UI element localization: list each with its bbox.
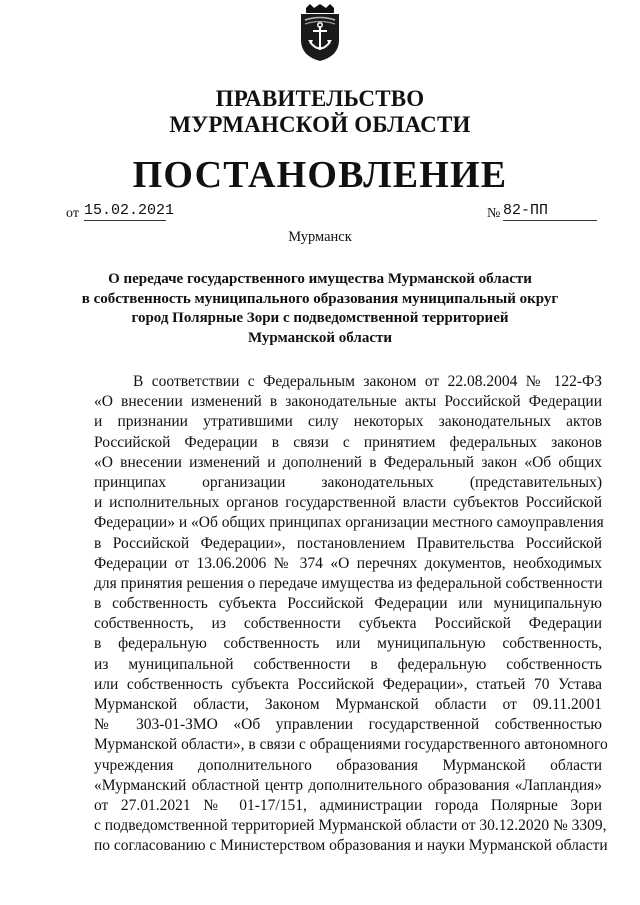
body-line: из муниципальной собственности в федеральную собственность — [94, 655, 602, 673]
coat-of-arms-icon — [296, 4, 344, 62]
document-subject — [80, 270, 560, 348]
document-date: 15.02.2021 — [84, 202, 175, 219]
body-line: для принятия решения о передаче имущества из федеральной собственности — [94, 574, 603, 592]
body-line: В соответствии с Федеральным законом от 22.08.2004 № 122-ФЗ — [133, 373, 602, 390]
body-line: от 27.01.2021 № 01-17/151, администрации города Полярные Зори — [94, 796, 602, 814]
subject-line: город Полярные Зори с подведомственной территорией — [131, 310, 509, 326]
body-line: принципах организации законодательных (представительных) — [94, 473, 602, 491]
government-title-line2: МУРМАНСКОЙ ОБЛАСТИ — [169, 112, 471, 137]
body-line: «О внесении изменений и дополнений в Федеральный закон «Об общих — [94, 453, 602, 471]
body-line: Мурманской области, Законом Мурманской области от 09.11.2001 — [94, 696, 602, 713]
body-line: в федеральную собственность или муниципальную собственность, — [94, 635, 602, 653]
number-prefix: № — [487, 206, 501, 221]
document-number: 82-ПП — [503, 202, 597, 221]
body-line: в Российской Федерации», постановлением Правительства Российской — [94, 534, 602, 552]
body-line: «Мурманский областной центр дополнительного образования «Лапландия» — [94, 776, 602, 794]
document-body — [94, 372, 608, 857]
body-line: собственность, из собственности субъекта Российской Федерации — [94, 615, 602, 633]
subject-line: О передаче государственного имущества Мурманской области — [108, 271, 532, 287]
body-line: в собственность субъекта Российской Федерации или муниципальную — [94, 595, 602, 613]
body-line: Мурманской области», в связи с обращениями государственного автономного — [94, 736, 608, 754]
body-line: Федерации от 13.06.2006 № 374 «О перечнях документов, необходимых — [94, 554, 602, 572]
body-line: «О внесении изменений в законодательные акты Российской Федерации — [94, 393, 602, 411]
document-type-title: ПОСТАНОВЛЕНИЕ — [132, 154, 508, 196]
body-line: по согласованию с Министерством образования и науки Мурманской области — [94, 837, 608, 855]
city-name: Мурманск — [288, 229, 352, 245]
body-line: или собственность субъекта Российской Федерации», статьей 70 Устава — [94, 675, 602, 693]
body-line: учреждения дополнительного образования Мурманской области — [94, 756, 602, 774]
date-prefix: от — [66, 206, 79, 221]
body-line: Российской Федерации в связи с принятием федеральных законов — [94, 433, 602, 451]
subject-line: в собственность муниципального образования муниципальный округ — [81, 290, 559, 307]
body-line: и исполнительных органов государственной власти субъектов Российской — [94, 494, 602, 512]
body-line: Федерации» и «Об общих принципах организации местного самоуправления — [94, 514, 604, 532]
body-line: и признании утратившими силу некоторых законодательных актов — [94, 413, 602, 431]
government-title-line1: ПРАВИТЕЛЬСТВО — [215, 86, 425, 111]
body-line: № 303-01-ЗМО «Об управлении государственной собственностью — [94, 716, 602, 734]
body-line: с подведомственной территорией Мурманской области от 30.12.2020 № 3309, — [94, 817, 607, 835]
subject-line: Мурманской области — [247, 329, 393, 346]
